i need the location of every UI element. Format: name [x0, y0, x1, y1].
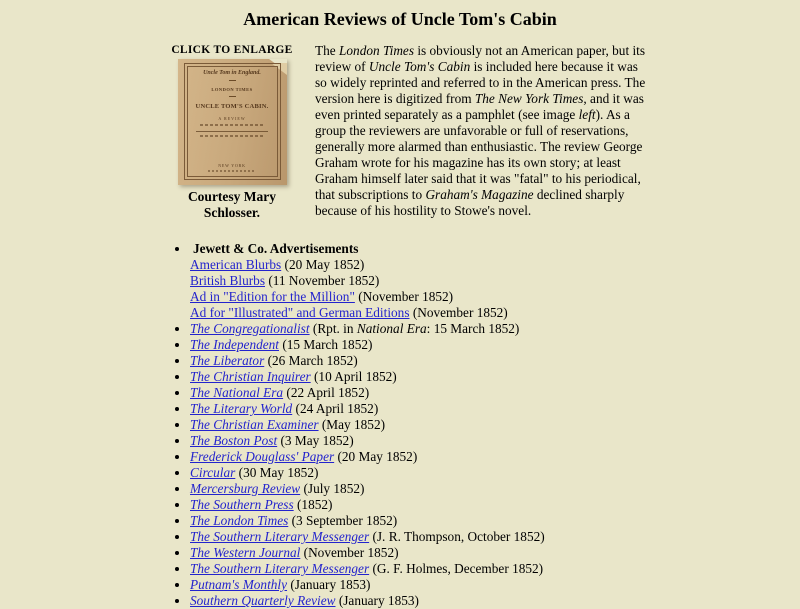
figure-block: [163, 44, 301, 221]
pamphlet-subtitle-text: A REVIEW: [218, 116, 246, 121]
review-link[interactable]: The Christian Examiner: [190, 417, 319, 432]
review-link[interactable]: The London Times: [190, 513, 289, 528]
ad-link[interactable]: Ad in "Edition for the Million": [190, 289, 355, 304]
pamphlet-title-text: UNCLE TOM'S CABIN.: [195, 103, 269, 110]
review-list-item: • The London Times (3 September 1852): [190, 513, 648, 529]
review-link[interactable]: The Liberator: [190, 353, 265, 368]
review-list-item: • Jewett & Co. Advertisements American Blurbs (20 May 1852) British Blurbs (11 November 1852) Ad in "Edition for the Million" (November 1852) Ad for "Illustrated" and German Editions (November 1852): [190, 241, 648, 321]
review-list-item: • The Independent (15 March 1852): [190, 337, 648, 353]
pamphlet-decoration: [229, 80, 236, 81]
review-list-item: • The Boston Post (3 May 1852): [190, 433, 648, 449]
review-list-item: • The Christian Examiner (May 1852): [190, 417, 648, 433]
pamphlet-decoration: [200, 135, 264, 137]
pamphlet-paper-name: LONDON TIMES: [211, 87, 253, 92]
review-link[interactable]: The Independent: [190, 337, 279, 352]
review-list-item: • Mercersburg Review (July 1852): [190, 481, 648, 497]
review-link[interactable]: Putnam's Monthly: [190, 577, 288, 592]
review-link[interactable]: Frederick Douglass' Paper: [190, 449, 335, 464]
list-group-heading: Jewett & Co. Advertisements: [193, 241, 359, 256]
review-link[interactable]: Mercersburg Review: [190, 481, 301, 496]
reviews-list: [163, 241, 648, 609]
review-link[interactable]: The Congregationalist: [190, 321, 310, 336]
pamphlet-header-text: Uncle Tom in England.: [203, 70, 261, 76]
review-link[interactable]: The Boston Post: [190, 433, 278, 448]
pamphlet-decoration: [229, 96, 236, 97]
review-link[interactable]: The Christian Inquirer: [190, 369, 311, 384]
pamphlet-decoration: [200, 124, 264, 126]
review-list-item: • The Congregationalist (Rpt. in National Era: 15 March 1852): [190, 321, 648, 337]
review-list-item: • The Southern Press (1852): [190, 497, 648, 513]
review-list-item: • The Southern Literary Messenger (G. F. Holmes, December 1852): [190, 561, 648, 577]
review-link[interactable]: The Southern Literary Messenger: [190, 529, 370, 544]
ad-link[interactable]: American Blurbs: [190, 257, 282, 272]
review-list-item: • Southern Quarterly Review (January 1853): [190, 593, 648, 609]
pamphlet-frame: [187, 66, 278, 177]
review-link[interactable]: The Western Journal: [190, 545, 301, 560]
review-link[interactable]: The Southern Literary Messenger: [190, 561, 370, 576]
review-link[interactable]: Southern Quarterly Review: [190, 593, 336, 608]
pamphlet-decoration: [208, 170, 257, 172]
review-link[interactable]: The National Era: [190, 385, 284, 400]
review-list-item: • The Southern Literary Messenger (J. R. Thompson, October 1852): [190, 529, 648, 545]
ad-link[interactable]: Ad for "Illustrated" and German Editions: [190, 305, 410, 320]
review-list-item: • The Liberator (26 March 1852): [190, 353, 648, 369]
review-list-item: • The Western Journal (November 1852): [190, 545, 648, 561]
review-link[interactable]: The Literary World: [190, 401, 293, 416]
review-list-item: • The Literary World (24 April 1852): [190, 401, 648, 417]
review-list-item: • The Christian Inquirer (10 April 1852): [190, 369, 648, 385]
review-list-item: • Putnam's Monthly (January 1853): [190, 577, 648, 593]
credit-caption: Courtesy Mary Schlosser.: [187, 189, 277, 220]
review-link[interactable]: The Southern Press: [190, 497, 294, 512]
page-title: American Reviews of Uncle Tom's Cabin: [243, 9, 557, 29]
review-link[interactable]: Circular: [190, 465, 236, 480]
click-to-enlarge-caption: CLICK TO ENLARGE: [171, 44, 293, 56]
ad-link[interactable]: British Blurbs: [190, 273, 265, 288]
pamphlet-city-text: NEW YORK: [218, 163, 246, 168]
pamphlet-cover-image[interactable]: [178, 59, 287, 185]
intro-paragraph: The London Times is obviously not an American paper, but its review of Uncle Tom's Cabin is included here because it was so widely reprinted and referred to in the American press. The version here is digitized from The New York Times, and it was even printed separately as a pamphlet (see image left). As a group the reviewers are unfavorable or full of reservations, generally more alarmed than enthusiastic. The review George Graham wrote for his magazine has its own story; at least Graham himself later said that it was "fatal" to his periodical, that subscriptions to Graham's Magazine declined sharply because of his hostility to Stowe's novel.: [315, 43, 646, 218]
review-list-item: • Frederick Douglass' Paper (20 May 1852): [190, 449, 648, 465]
main-content: [163, 43, 648, 609]
review-list-item: • The National Era (22 April 1852): [190, 385, 648, 401]
review-list-item: • Circular (30 May 1852): [190, 465, 648, 481]
pamphlet-decoration: [196, 131, 267, 132]
